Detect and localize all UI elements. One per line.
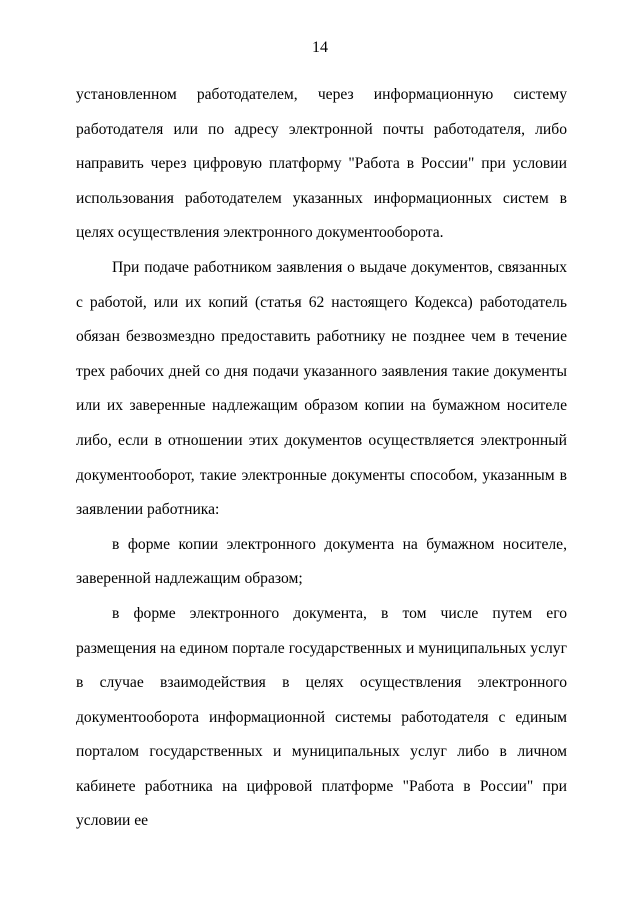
paragraph-document-request: При подаче работником заявления о выдаче документов, связанных с работой, или их копий (статья 62 настоящего Кодекса) работодатель обязан безвозмездно предоставить работнику не позднее чем в течение трех рабочих дней со дня подачи указанного заявления такие документы или их заверенные надлежащим образом копии на бумажном носителе либо, если в отношении этих документов осуществляется электронный документооборот, такие электронные документы способом, указанным в заявлении работника: (76, 258, 567, 519)
paragraph-continuation: установленном работодателем, через информационную систему работодателя или по адресу электронной почты работодателя, либо направить через цифровую платформу "Работа в России" при условии использования работодателем указанных информационных систем в целях осуществления электронного документооборота. (76, 86, 567, 242)
page-number: 14 (312, 39, 328, 56)
paragraph-electronic-document-option: в форме электронного документа, в том числе путем его размещения на едином портале государственных и муниципальных услуг в случае взаимодействия в целях осуществления электронного документооборота информационной системы работодателя с единым порталом государственных и муниципальных услуг либо в личном кабинете работника на цифровой платформе "Работа в России" при условии ее (76, 604, 567, 830)
paragraph-paper-copy-option: в форме копии электронного документа на бумажном носителе, заверенной надлежащим образом; (76, 535, 567, 588)
document-body (76, 78, 567, 839)
